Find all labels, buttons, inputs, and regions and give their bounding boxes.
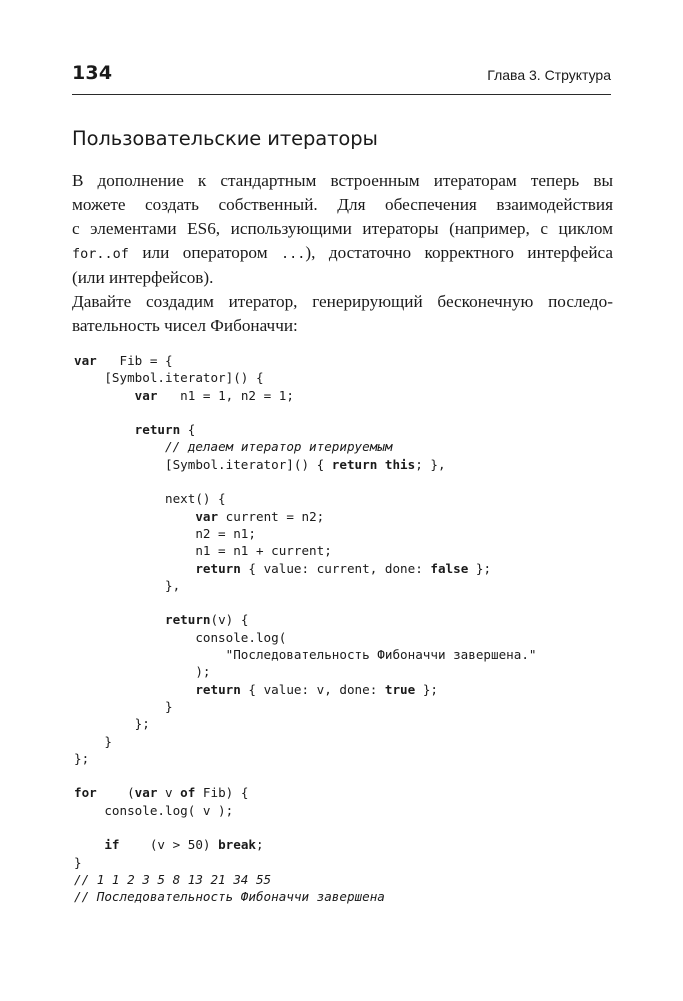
code-line: "Последовательность Фибоначчи завершена."	[74, 647, 537, 663]
code-line	[74, 438, 537, 455]
paragraph-line: Давайте создадим итератор, генерирующий бесконечную последо-	[72, 292, 613, 311]
code-comment: // Последовательность Фибоначчи завершена	[74, 889, 385, 905]
lead-in-paragraph	[72, 290, 613, 338]
paragraph-text: ), достаточно корректного интерфейса	[305, 243, 613, 262]
code-line: };	[74, 750, 90, 766]
code-line: }	[74, 698, 173, 714]
page-header	[72, 62, 611, 92]
code-line: return {	[134, 422, 196, 438]
code-line: return(v) {	[165, 612, 249, 628]
code-line: };	[74, 716, 150, 732]
code-line: return { value: v, done: true };	[195, 681, 438, 697]
paragraph-line: вательность чисел Фибоначчи:	[72, 316, 298, 335]
code-line: for (var v of Fib) {	[74, 785, 249, 801]
code-line: [Symbol.iterator]() { return this; },	[74, 456, 446, 472]
code-line	[74, 594, 537, 611]
running-head: Глава 3. Структура	[487, 67, 611, 83]
code-line	[74, 819, 537, 836]
code-line: var n1 = 1, n2 = 1;	[134, 387, 294, 403]
code-listing	[74, 352, 537, 906]
code-line: return { value: current, done: false };	[195, 560, 492, 576]
code-line: }	[74, 854, 82, 870]
code-line: var Fib = {	[74, 353, 173, 368]
code-line: n1 = n1 + current;	[74, 543, 332, 559]
intro-paragraph	[72, 169, 613, 290]
code-comment: // 1 1 2 3 5 8 13 21 34 55	[74, 871, 272, 887]
code-line: console.log( v );	[74, 802, 234, 818]
paragraph-line	[72, 241, 613, 266]
paragraph-line: можете создать собственный. Для обеспечения взаимодействия	[72, 195, 613, 214]
code-line: n2 = n1;	[74, 525, 256, 541]
paragraph-line: В дополнение к стандартным встроенным итераторам теперь вы	[72, 171, 613, 190]
code-comment: // делаем итератор итерируемым	[165, 439, 393, 455]
header-rule	[72, 94, 611, 95]
code-line	[74, 871, 537, 888]
code-line	[74, 888, 537, 905]
paragraph-line: с элементами ES6, использующими итераторы (например, с циклом	[72, 219, 613, 238]
page-number: 134	[72, 62, 113, 84]
inline-code-for-of: for..of	[72, 246, 129, 262]
section-title: Пользовательские итераторы	[72, 127, 378, 150]
inline-code-spread: ...	[281, 246, 306, 262]
code-line: );	[74, 664, 211, 680]
code-line	[74, 473, 537, 490]
paragraph-text: или оператором	[128, 243, 282, 262]
code-line: var current = n2;	[195, 508, 325, 524]
code-line	[74, 767, 537, 784]
code-line: console.log(	[74, 629, 287, 645]
code-line: }	[74, 733, 112, 749]
code-line: next() {	[74, 491, 226, 507]
code-line: },	[74, 577, 181, 593]
code-line	[74, 404, 537, 421]
code-line: if (v > 50) break;	[104, 837, 264, 853]
code-line: [Symbol.iterator]() {	[74, 370, 264, 386]
paragraph-line: (или интерфейсов).	[72, 268, 214, 287]
